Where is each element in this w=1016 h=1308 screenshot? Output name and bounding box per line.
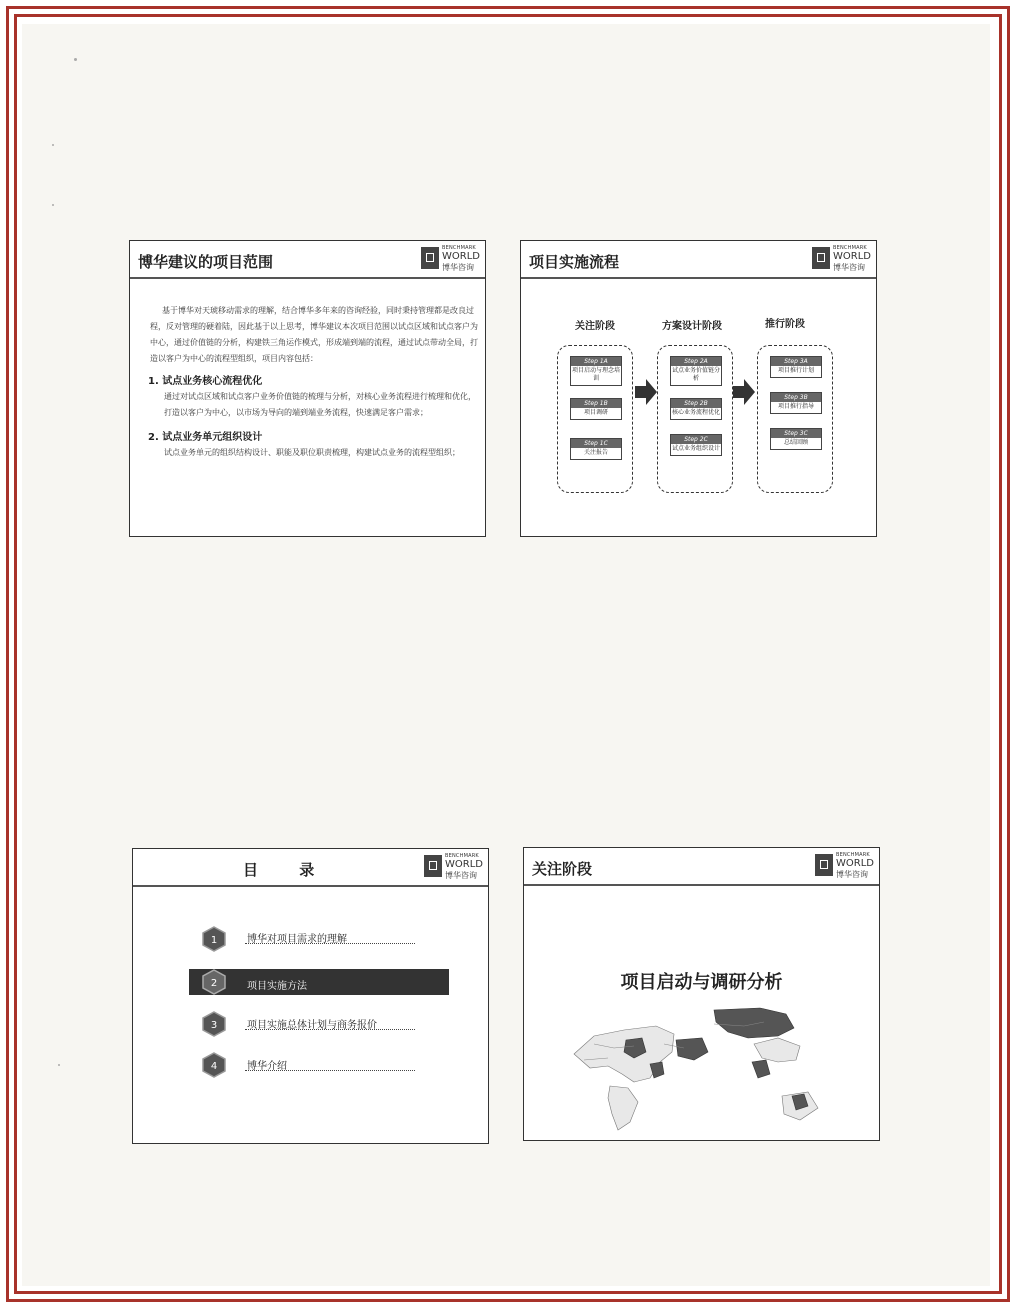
svg-text:4: 4 [210, 1061, 218, 1072]
slide-header [130, 241, 485, 279]
step-text: 试点业务组织设计 [672, 445, 721, 452]
scope-heading-2: 2. 试点业务单元组织设计 [148, 432, 263, 443]
slide-header [521, 241, 876, 279]
logo-icon [424, 855, 442, 877]
logo-icon [815, 854, 833, 876]
step-text: 项目推行指导 [777, 403, 814, 410]
logo-text-1: BENCHMARK [442, 245, 476, 251]
step-text: 项目调研 [583, 409, 608, 416]
benchmark-logo [815, 851, 875, 879]
logo-text-3: 博华咨询 [836, 870, 868, 879]
section-main-title: 项目启动与调研分析 [620, 972, 783, 993]
svg-text:3: 3 [210, 1020, 218, 1031]
step-tag: Step 2B [671, 399, 721, 408]
step-box [670, 434, 722, 456]
benchmark-logo [421, 244, 481, 272]
toc-item-2-active[interactable]: 项目实施方法 [247, 981, 307, 992]
toc-dotted-line [245, 943, 415, 944]
toc-item-4[interactable]: 博华介绍 [247, 1061, 287, 1072]
stage-attention [557, 345, 633, 493]
step-tag: Step 3C [771, 429, 821, 438]
logo-text-2: WORLD [836, 858, 874, 869]
step-box [570, 398, 622, 420]
slide-project-scope [129, 240, 486, 537]
slide-title: 关注阶段 [532, 860, 593, 878]
scope-heading-1: 1. 试点业务核心流程优化 [148, 376, 263, 387]
slide-header [524, 848, 879, 886]
step-tag: Step 3A [771, 357, 821, 366]
number-hexagon-icon [201, 1011, 227, 1037]
step-tag: Step 3B [771, 393, 821, 402]
step-text: 项目启动与理念培训 [572, 367, 621, 382]
phase-label-rollout: 推行阶段 [765, 319, 805, 330]
scope-text-2: 试点业务单元的组织结构设计、职能及职位职责梳理，构建试点业务的流程型组织； [164, 448, 460, 457]
logo-text-2: WORLD [833, 251, 871, 262]
intro-paragraph: 基于博华对天琥移动需求的理解，结合博华多年来的咨询经验，同时秉持管理都是改良过程，反对管理的硬着陆，因此基于以上思考，博华建议本次项目范围以试点区域和试点客户为中心，通过价值链的分析，构建铁三角运作模式，形成端到端的流程，通过试点带动全局，打造以客户为中心的流程型组织，项目内容包括： [150, 306, 478, 363]
logo-text-3: 博华咨询 [445, 871, 477, 880]
step-tag: Step 2A [671, 357, 721, 366]
benchmark-logo [812, 244, 872, 272]
toc-dotted-line [245, 1070, 415, 1071]
step-box [570, 356, 622, 386]
number-hexagon-icon [201, 969, 227, 995]
step-box [670, 356, 722, 386]
step-text: 试点业务价值链分析 [672, 367, 721, 382]
step-tag: Step 1C [571, 439, 621, 448]
svg-text:2: 2 [210, 978, 218, 989]
toc-active-highlight [189, 969, 449, 995]
logo-text-1: BENCHMARK [445, 853, 479, 859]
step-tag: Step 1A [571, 357, 621, 366]
slide-table-of-contents [132, 848, 489, 1144]
step-tag: Step 2C [671, 435, 721, 444]
logo-text-1: BENCHMARK [833, 245, 867, 251]
number-hexagon-icon [201, 1052, 227, 1078]
logo-text-3: 博华咨询 [833, 263, 865, 272]
phase-label-attention: 关注阶段 [575, 321, 615, 332]
arrow-right-icon [733, 379, 755, 405]
step-tag: Step 1B [571, 399, 621, 408]
benchmark-logo [424, 852, 484, 880]
toc-item-3[interactable]: 项目实施总体计划与商务报价 [247, 1020, 377, 1031]
step-box [770, 356, 822, 378]
toc-title: 目 录 [243, 861, 333, 879]
step-box [570, 438, 622, 460]
scope-text-1: 通过对试点区域和试点客户业务价值链的梳理与分析，对核心业务流程进行梳理和优化，打造以客户为中心，以市场为导向的端到端业务流程，快速满足客户需求； [164, 392, 476, 417]
slide-title: 项目实施流程 [529, 253, 620, 271]
step-box [770, 392, 822, 414]
logo-icon [421, 247, 439, 269]
logo-text-2: WORLD [442, 251, 480, 262]
logo-text-1: BENCHMARK [836, 852, 870, 858]
step-text: 项目推行计划 [777, 367, 814, 374]
step-text: 总结回顾 [783, 439, 808, 446]
logo-icon [812, 247, 830, 269]
stage-rollout [757, 345, 833, 493]
world-map-image [564, 1004, 834, 1134]
slide-title: 博华建议的项目范围 [138, 253, 274, 271]
toc-dotted-line [245, 1029, 415, 1030]
slide-header [133, 849, 488, 887]
arrow-right-icon [635, 379, 657, 405]
logo-text-2: WORLD [445, 859, 483, 870]
svg-text:1: 1 [210, 935, 218, 946]
step-box [770, 428, 822, 450]
step-text: 核心业务流程优化 [672, 409, 721, 416]
step-box [670, 398, 722, 420]
toc-item-1[interactable]: 博华对项目需求的理解 [247, 934, 347, 945]
phase-label-design: 方案设计阶段 [662, 321, 722, 332]
slide-attention-phase [523, 847, 880, 1141]
stage-design [657, 345, 733, 493]
step-text: 关注报告 [583, 449, 608, 456]
logo-text-3: 博华咨询 [442, 263, 474, 272]
slide-implementation-flow [520, 240, 877, 537]
number-hexagon-icon [201, 926, 227, 952]
